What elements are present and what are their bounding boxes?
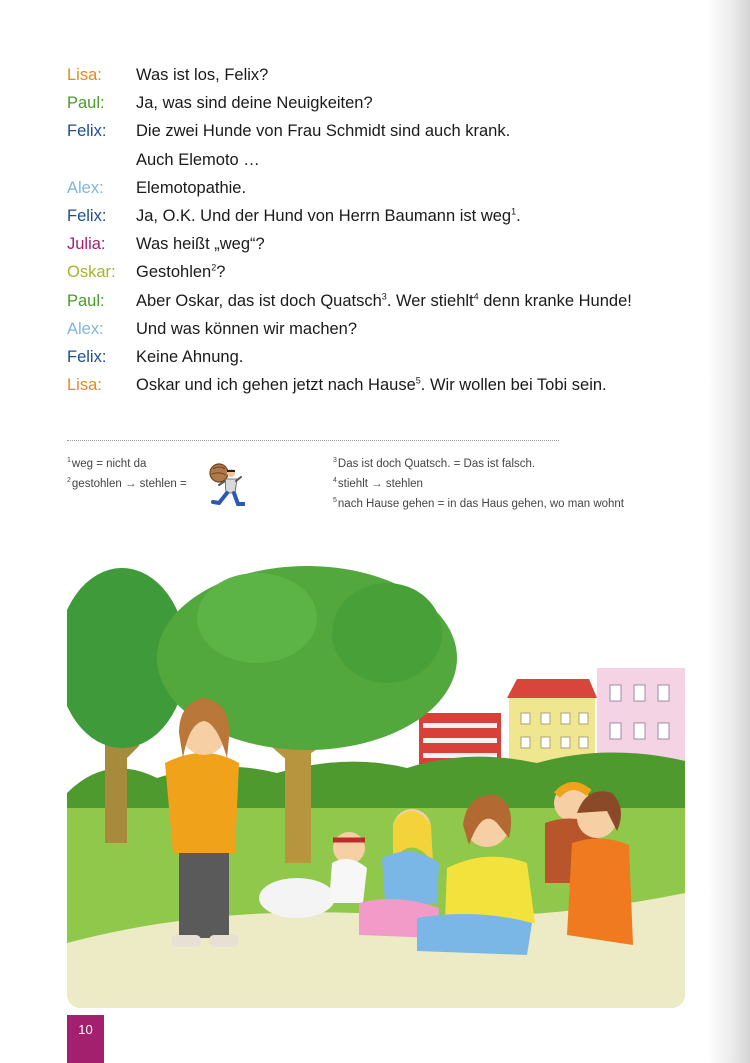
speaker-name: Paul: [67,291,105,310]
speaker-name: Felix: [67,122,107,141]
page-number: 10 [67,1015,104,1063]
footnote-divider [67,440,559,441]
footnote [333,494,624,514]
dialogue-text [136,287,632,315]
dialogue-text [136,230,265,258]
footnote [67,474,187,494]
dialogue-text-part: Was heißt „weg“? [136,235,265,254]
footnote-number: 4 [333,477,337,485]
footnote-marker: 5 [415,375,421,386]
dialogue-line [67,174,707,202]
dialogue [67,61,707,399]
dialogue-text [136,174,246,202]
dialogue-text-part: . Wer stiehlt [386,291,474,310]
dialogue-line [67,202,707,230]
speaker-name: Lisa: [67,376,102,395]
footnote [67,454,187,474]
dialogue-line [67,61,707,89]
footnote-marker: 2 [211,262,217,273]
dialogue-text-part: ? [216,263,226,282]
dialogue-line [67,89,707,117]
dialogue-text [136,343,243,371]
dialogue-text [136,61,268,89]
dialogue-text-part: Auch Elemoto … [136,150,260,169]
speaker-name: Felix: [67,347,107,366]
dialogue-text-part: Die zwei Hunde von Frau Schmidt sind auch krank. [136,122,511,141]
footnote-number: 3 [333,457,337,465]
speaker-name: Oskar: [67,263,116,282]
footnote [333,474,624,494]
park-illustration [67,563,685,1008]
dialogue-text [136,146,260,174]
footnote-marker: 1 [511,206,517,217]
footnotes-left [67,454,187,494]
dialogue-line [67,371,707,399]
dialogue-text [136,117,510,145]
dialogue-text-part: Gestohlen [136,263,212,282]
dialogue-line [67,315,707,343]
footnote-text: stiehlt → stehlen [337,478,423,490]
footnote-marker: 3 [381,291,387,301]
dialogue-text [136,315,357,343]
dialogue-text [136,202,521,230]
dialogue-text-part: denn kranke Hunde! [478,291,632,310]
dialogue-text-part: Aber Oskar, das ist doch Quatsch [136,291,382,310]
dialogue-line [67,287,707,315]
speaker-name: Julia: [67,235,106,254]
speaker-name: Alex: [67,319,104,338]
dialogue-text-part: Ja, was sind deine Neuigkeiten? [136,94,373,113]
dialogue-text-part: Oskar und ich gehen jetzt nach Hause [136,376,416,395]
speaker-name: Felix: [67,206,107,225]
dialogue-line [67,258,707,286]
footnote-text: weg = nicht da [71,458,147,470]
dialogue-line [67,343,707,371]
speaker-name: Alex: [67,178,104,197]
footnote [333,454,624,474]
footnote-text: Das ist doch Quatsch. = Das ist falsch. [337,458,536,470]
footnote-number: 1 [67,457,71,465]
footnote-number: 2 [67,477,71,485]
dialogue-text-part: Und was können wir machen? [136,319,358,338]
dialogue-text-part: Elemotopathie. [136,178,247,197]
dialogue-line [67,146,707,174]
footnote-text: gestohlen → stehlen = [71,478,187,490]
dialogue-text [136,258,225,286]
dialogue-line [67,230,707,258]
thief-with-sack-icon [207,463,245,509]
dialogue-line [67,117,707,145]
dialogue-text-part: . Wir wollen bei Tobi sein. [420,376,607,395]
dialogue-text-part: Was ist los, Felix? [136,66,269,84]
speaker-name: Paul: [67,94,105,113]
dialogue-text-part: Keine Ahnung. [136,347,244,366]
dialogue-text [136,89,373,117]
footnote-marker: 4 [473,291,479,301]
park-scene [67,563,685,1008]
page-edge-shadow [708,0,750,1063]
footnote-text: nach Hause gehen = in das Haus gehen, wo man wohnt [337,498,625,510]
footnotes-right [333,454,624,514]
dialogue-text-part: . [516,206,521,225]
footnote-number: 5 [333,497,337,505]
speaker-name: Lisa: [67,66,102,84]
dialogue-text [136,371,607,399]
dialogue-text-part: Ja, O.K. Und der Hund von Herrn Baumann ist weg [136,206,512,225]
